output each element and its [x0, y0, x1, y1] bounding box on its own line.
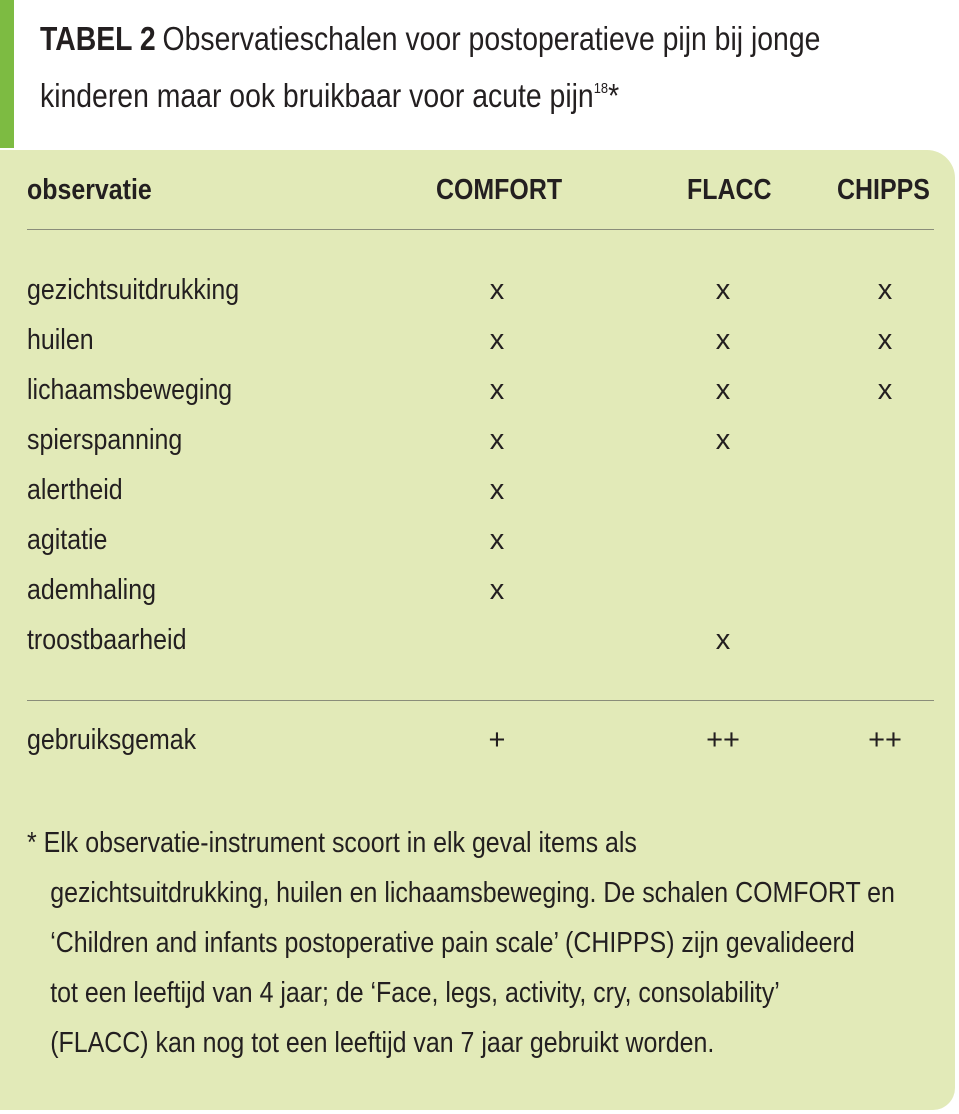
title-asterisk: * [608, 77, 620, 114]
footnote-line: (FLACC) kan nog tot een leeftijd van 7 jaar gebruikt worden. [50, 1027, 715, 1059]
title-text-1: Observatieschalen voor postoperatieve pijn bij jonge [162, 20, 821, 57]
title-line-2 [40, 64, 934, 121]
footnote-line: gezichtsuitdrukking, huilen en lichaamsbeweging. De schalen COMFORT en [50, 877, 895, 909]
row-label: huilen [27, 324, 94, 356]
summary-comfort: + [488, 724, 506, 756]
row-mark-flacc: x [715, 624, 731, 656]
row-label: troostbaarheid [27, 624, 187, 656]
row-mark-comfort: x [489, 274, 505, 306]
header-comfort: COMFORT [436, 174, 563, 206]
row-mark-flacc: x [715, 324, 731, 356]
footnote-line: ‘Children and infants postoperative pain scale’ (CHIPPS) zijn gevalideerd [50, 927, 855, 959]
row-label: ademhaling [27, 574, 156, 606]
row-label: gezichtsuitdrukking [27, 274, 240, 306]
row-mark-chipps: x [877, 374, 893, 406]
row-mark-comfort: x [489, 524, 505, 556]
row-mark-flacc: x [715, 274, 731, 306]
footnote [27, 818, 939, 1068]
row-mark-comfort: x [489, 574, 505, 606]
row-mark-flacc: x [715, 424, 731, 456]
row-label: lichaamsbeweging [27, 374, 233, 406]
header-flacc: FLACC [687, 174, 772, 206]
row-mark-chipps: x [877, 274, 893, 306]
row-label: alertheid [27, 474, 123, 506]
row-mark-comfort: x [489, 474, 505, 506]
row-mark-comfort: x [489, 374, 505, 406]
row-mark-comfort: x [489, 324, 505, 356]
row-mark-chipps: x [877, 324, 893, 356]
title-text-2: kinderen maar ook bruikbaar voor acute pijn [40, 77, 594, 114]
header-rule [27, 229, 934, 230]
header-chipps: CHIPPS [837, 174, 930, 206]
summary-chipps: ++ [868, 724, 902, 756]
footnote-line: tot een leeftijd van 4 jaar; de ‘Face, legs, activity, cry, consolability’ [50, 977, 780, 1009]
summary-label: gebruiksgemak [27, 724, 197, 756]
row-label: agitatie [27, 524, 108, 556]
table-title [40, 14, 934, 121]
title-reference: 18 [593, 80, 609, 97]
row-mark-comfort: x [489, 424, 505, 456]
title-line-1 [40, 14, 934, 64]
summary-rule [27, 700, 934, 701]
footnote-line: * Elk observatie-instrument scoort in elk geval items als [27, 827, 637, 859]
accent-bar [0, 0, 14, 148]
row-label: spierspanning [27, 424, 183, 456]
row-mark-flacc: x [715, 374, 731, 406]
header-observatie: observatie [27, 174, 152, 206]
title-label: TABEL 2 [40, 20, 156, 57]
summary-flacc: ++ [706, 724, 740, 756]
